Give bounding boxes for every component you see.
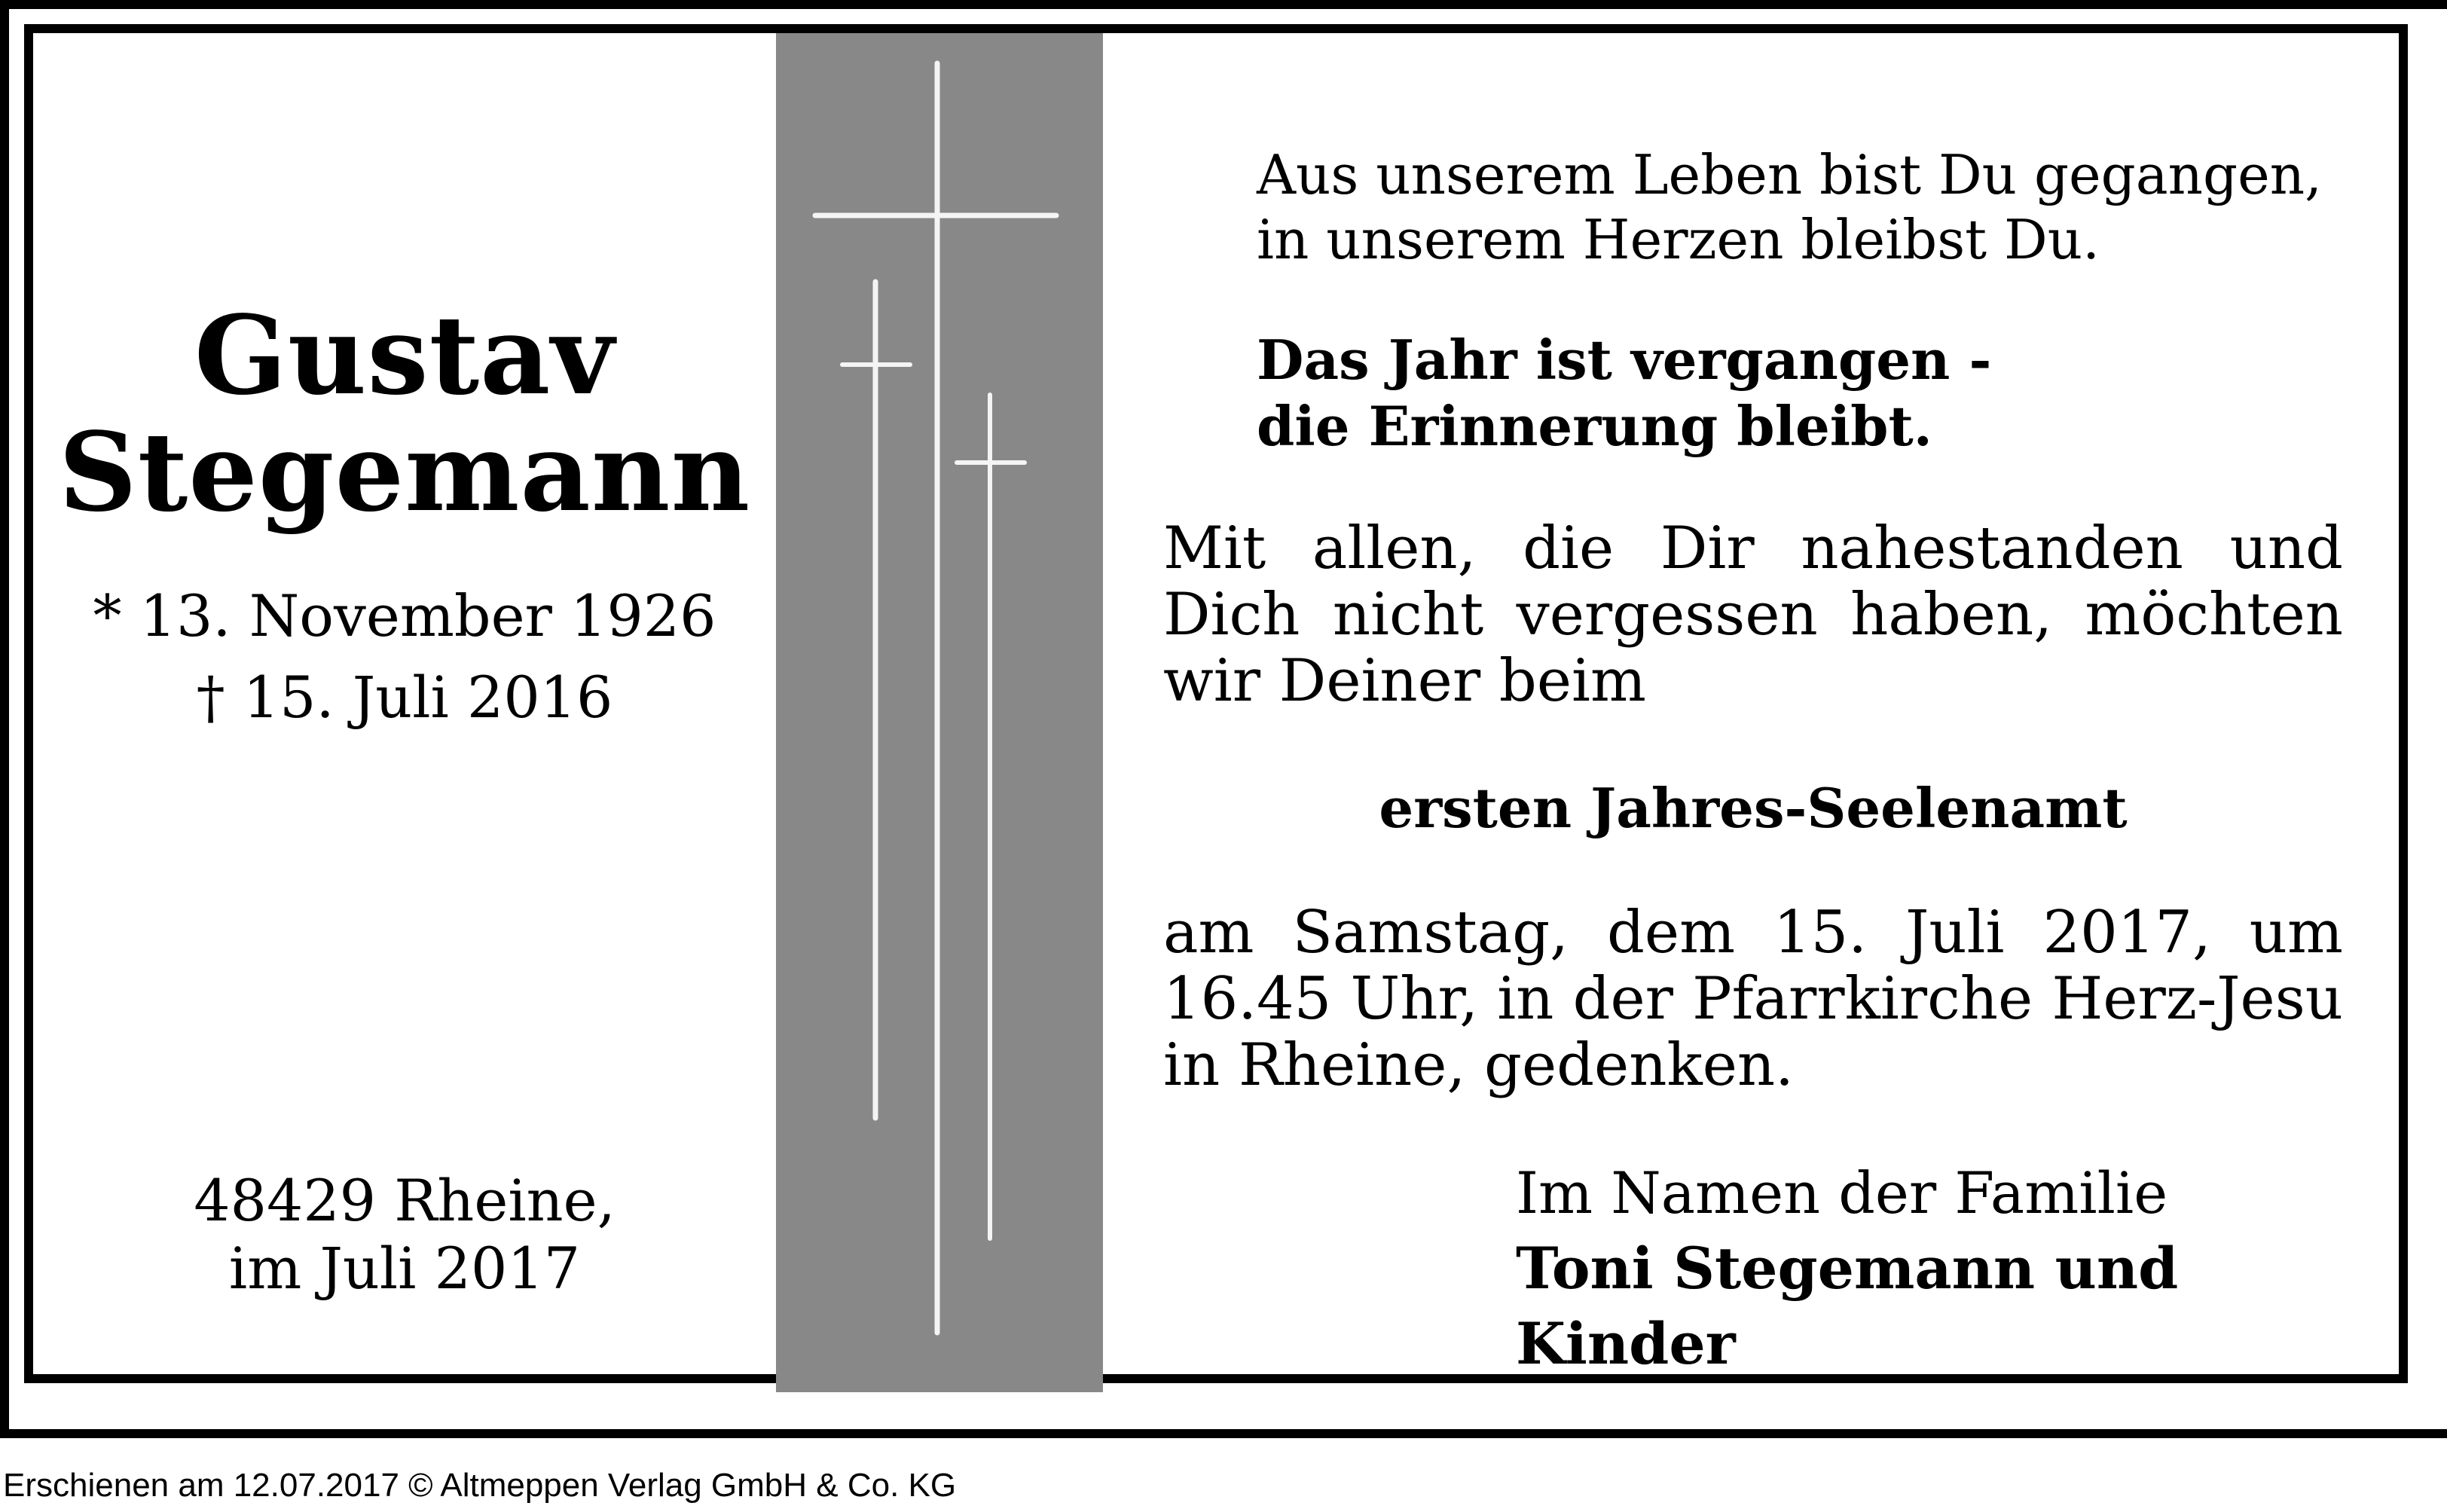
three-crosses-icon	[776, 33, 1103, 1392]
cross-panel	[776, 33, 1103, 1392]
announcement-occasion: ersten Jahres-Seelenamt	[1379, 776, 2128, 840]
verse	[1257, 142, 2322, 272]
verse-bold	[1257, 327, 1991, 460]
signature-intro: Im Namen der Familie	[1516, 1159, 2168, 1226]
announcement-details: am Samstag, dem 15. Juli 2017, um 16.45 Uhr, in der Pfarrkirche Herz-Jesu in Rheine, gedenken.	[1163, 899, 2343, 1099]
life-dates	[33, 576, 776, 738]
publication-footer: Erschienen am 12.07.2017 © Altmeppen Verlag GmbH & Co. KG	[3, 1467, 957, 1504]
place-line: 48429 Rheine,	[194, 1167, 616, 1234]
verse-bold-line: die Erinnerung bleibt.	[1257, 394, 1932, 458]
verse-line: Aus unserem Leben bist Du gegangen,	[1257, 143, 2322, 206]
birth-date: * 13. November 1926	[93, 582, 716, 649]
signature-names: Toni Stegemann und Kinder	[1516, 1235, 2179, 1377]
last-name: Stegemann	[58, 408, 751, 536]
place-and-date	[33, 1167, 776, 1303]
announcement-intro: Mit allen, die Dir nahestanden und Dich nicht vergessen haben, möchten wir Deiner beim	[1163, 515, 2343, 715]
right-column	[1103, 33, 2390, 1392]
death-date: † 15. Juli 2016	[196, 664, 613, 731]
date-line: im Juli 2017	[228, 1235, 581, 1302]
verse-line: in unserem Herzen bleibst Du.	[1257, 208, 2100, 271]
deceased-name	[33, 292, 776, 536]
first-name: Gustav	[194, 292, 616, 419]
left-column	[33, 33, 776, 1392]
verse-bold-line: Das Jahr ist vergangen -	[1257, 328, 1992, 392]
